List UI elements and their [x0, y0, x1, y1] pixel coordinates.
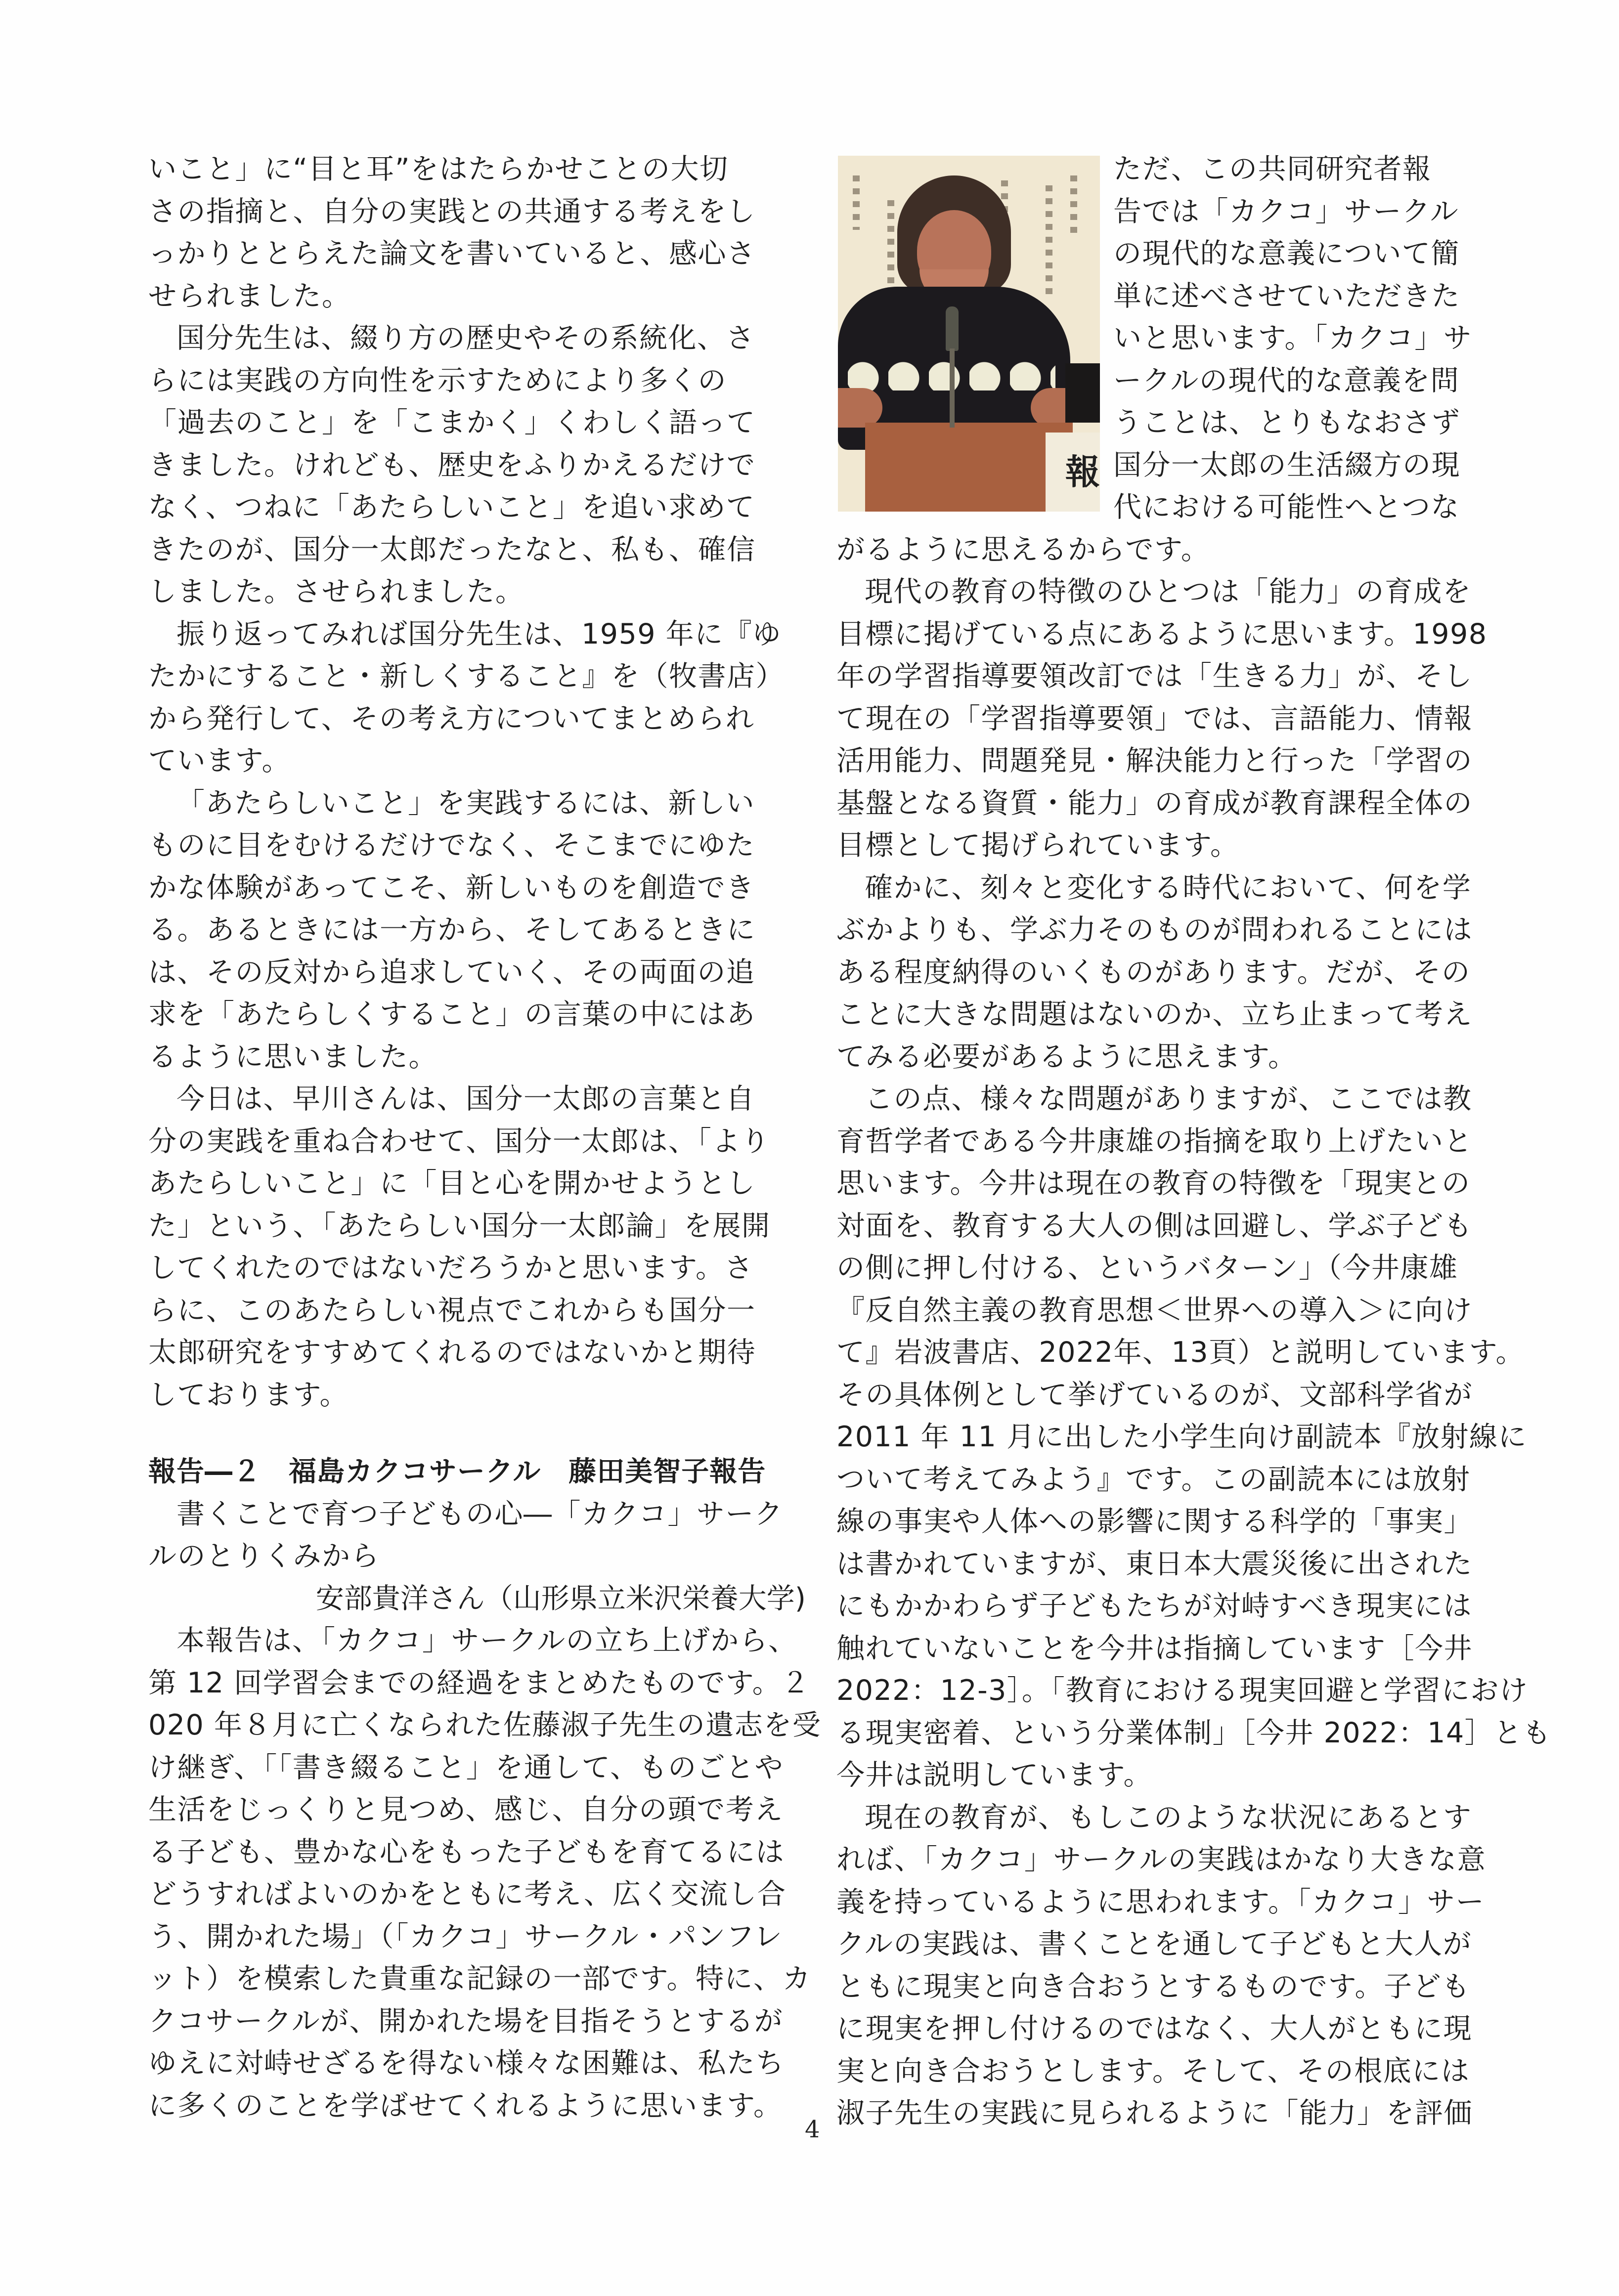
text-line: 分の実践を重ね合わせて、国分一太郎は、「より: [148, 1125, 770, 1158]
text-line: にもかかわらず子どもたちが対峙すべき現実には: [836, 1590, 1472, 1622]
text-line: 年の学習指導要領改訂では「生きる力」が、そし: [836, 660, 1473, 693]
text-line: この点、様々な問題がありますが、ここでは教: [865, 1083, 1472, 1115]
text-line: 基盤となる資質・能力」の育成が教育課程全体の: [836, 786, 1473, 820]
text-line: 『反自然主義の教育思想＜世界への導入＞に向け: [836, 1294, 1473, 1327]
text-line: の側に押し付ける、というバターン」（今井康雄: [836, 1252, 1458, 1284]
text-line: た」という、「あたらしい国分一太郎論」を展開: [148, 1209, 771, 1242]
text-line: さの指摘と、自分の実践との共通する考えをし: [148, 195, 756, 228]
text-line: どうすればよいのかをともに考え、広く交流し合: [148, 1878, 787, 1910]
text-line: る子ども、豊かな心をもった子どもを育てるには: [148, 1835, 785, 1868]
text-line: 本報告は、「カクコ」サークルの立ち上げから、: [176, 1624, 797, 1657]
text-line: らに、このあたらしい視点でこれからも国分一: [148, 1294, 756, 1327]
text-line: 書くことで育つ子どもの心―「カクコ」サーク: [176, 1497, 784, 1530]
text-line: 第 12 回学習会までの経過をまとめたものです。２: [148, 1666, 810, 1699]
text-line: 線の事実や人体への影響に関する科学的「事実」: [836, 1505, 1473, 1538]
report-subtitle: [148, 1493, 811, 1578]
text-line: 今井は説明しています。: [836, 1759, 1152, 1791]
text-line: いと思います。「カクコ」サ: [1113, 322, 1473, 354]
paragraph-left-5: [148, 1078, 811, 1416]
text-line: あたらしいこと」に「目と心を開かせようとし: [148, 1167, 756, 1200]
text-line: かな体験があってこそ、新しいものを創造でき: [148, 871, 755, 904]
paragraph-right-5: [836, 1797, 1487, 2135]
text-line: の現代的な意義について簡: [1113, 237, 1460, 270]
paragraph-left-6: [148, 1620, 822, 2127]
text-line: 触れていないことを今井は指摘しています［今井: [836, 1632, 1473, 1665]
text-line: るように思いました。: [148, 1040, 438, 1073]
text-line: ット）を模索した貴重な記録の一部です。特に、カ: [148, 1962, 811, 1995]
text-line: 淑子先生の実践に見られるように「能力」を評価: [836, 2097, 1473, 2129]
text-line: は、その反対から追求していく、その両面の追: [148, 955, 755, 989]
text-line: 目標として掲げられています。: [836, 829, 1239, 862]
text-line: いこと」に“目と耳”をはたらかせことの大切: [148, 153, 729, 185]
text-line: 「あたらしいこと」を実践するには、新しい: [176, 786, 755, 820]
text-line: 目標に掲げている点にあるように思います。1998: [836, 617, 1488, 650]
text-line: 振り返ってみれば国分先生は、1959 年に『ゆ: [176, 617, 782, 650]
paragraph-left-3: [148, 613, 811, 782]
podium-sign: 報: [1046, 433, 1100, 512]
text-line: ています。: [148, 744, 291, 777]
text-line: る現実密着、という分業体制」［今井 2022：14］とも: [836, 1716, 1552, 1749]
text-line: てみる必要があるように思えます。: [836, 1040, 1297, 1073]
text-line: 単に述べさせていただきた: [1113, 279, 1460, 312]
text-line: きました。けれども、歴史をふりかえるだけで: [148, 448, 756, 481]
text-line: しました。させられました。: [148, 575, 525, 608]
text-line: れば、「カクコ」サークルの実践はかなり大きな意: [836, 1843, 1487, 1876]
text-line: たかにすること・新しくすること』を（牧書店）: [148, 660, 785, 693]
text-line: きたのが、国分一太郎だったなと、私も、確信: [148, 533, 756, 566]
text-line: ある程度納得のいくものがあります。だが、その: [836, 955, 1471, 989]
text-line: 太郎研究をすすめてくれるのではないかと期待: [148, 1336, 756, 1369]
text-line: 生活をじっくりと見つめ、感じ、自分の頭で考え: [148, 1793, 784, 1826]
text-line: に多くのことを学ばせてくれるように思います。: [148, 2089, 783, 2122]
text-line: ただ、この共同研究者報: [1113, 153, 1432, 185]
text-line: ぶかよりも、学ぶ力そのものが問われることには: [836, 913, 1473, 946]
text-line: 現在の教育が、もしこのような状況にあるとす: [865, 1801, 1472, 1834]
text-line: て』岩波書店、2022年、13頁）と説明しています。: [836, 1336, 1525, 1369]
text-line: ークルの現代的な意義を問: [1113, 364, 1460, 397]
paragraph-left-1: [148, 148, 811, 317]
text-line: 代における可能性へとつな: [1113, 491, 1460, 523]
text-line: 対面を、教育する大人の側は回避し、学ぶ子ども: [836, 1209, 1473, 1242]
text-line: 告では「カクコ」サークル: [1113, 195, 1459, 228]
commentator-name: 安部貴洋さん（山形県立米沢栄養大学): [315, 1582, 806, 1615]
left-column: [148, 148, 822, 2127]
text-line: は書かれていますが、東日本大震災後に出された: [836, 1547, 1473, 1580]
text-line: らには実践の方向性を示すためにより多くの: [148, 364, 727, 397]
paragraph-right-2: [836, 571, 1488, 867]
paragraph-left-4: [148, 782, 811, 1079]
section-heading: [148, 1451, 811, 1493]
text-line: がるように思えるからです。: [836, 533, 1210, 566]
text-line: 義を持っているように思われます。「カクコ」サー: [836, 1885, 1485, 1918]
text-line: 確かに、刻々と変化する時代において、何を学: [865, 871, 1472, 904]
text-line: 2011 年 11 月に出した小学生向け副読本『放射線に: [836, 1421, 1527, 1453]
text-line: 今日は、早川さんは、国分一太郎の言葉と自: [176, 1083, 755, 1115]
text-line: る。あるときには一方から、そしてあるときに: [148, 913, 756, 946]
text-line: 2022：12-3］。「教育における現実回避と学習におけ: [836, 1674, 1529, 1707]
text-line: なく、つねに「あたらしいこと」を追い求めて: [148, 491, 755, 523]
text-line: ルのとりくみから: [148, 1540, 380, 1572]
text-line: から発行して、その考え方についてまとめられ: [148, 702, 755, 735]
text-line: クルの実践は、書くことを通して子どもと大人が: [836, 1928, 1472, 1960]
text-line: ゆえに対峙せざるを得ない様々な困難は、私たち: [148, 2047, 785, 2079]
text-line: 現代の教育の特徴のひとつは「能力」の育成を: [865, 575, 1472, 608]
text-line: っかりととらえた論文を書いていると、感心さ: [148, 237, 756, 270]
section-label: 報告―２: [148, 1456, 261, 1488]
text-line: 活用能力、問題発見・解決能力と行った「学習の: [836, 744, 1473, 777]
paragraph-left-2: [148, 317, 811, 613]
text-line: 020 年８月に亡くなられた佐藤淑子先生の遺志を受: [148, 1709, 822, 1741]
text-line: ともに現実と向き合おうとするものです。子ども: [836, 1970, 1471, 2003]
text-line: 求を「あたらしくすること」の言葉の中にはあ: [148, 998, 756, 1031]
text-line: しております。: [148, 1378, 349, 1411]
text-line: 国分一太郎の生活綴方の現: [1113, 448, 1460, 481]
text-line: うことは、とりもなおさず: [1113, 406, 1460, 439]
photo-spacer: [836, 148, 1113, 521]
text-line: け継ぎ、「「書き綴ること」を通して、ものごとや: [148, 1751, 784, 1784]
right-column: [836, 148, 1552, 2135]
text-line: 国分先生は、綴り方の歴史やその系統化、さ: [176, 322, 755, 354]
text-line: してくれたのではないだろうかと思います。さ: [148, 1252, 753, 1284]
text-line: 実と向き合おうとします。そして、その根底には: [836, 2054, 1470, 2087]
text-line: クコサークルが、開かれた場を目指そうとするが: [148, 2004, 784, 2037]
section-circle-name: 福島カクコサークル: [289, 1456, 541, 1488]
text-line: その具体例として挙げているのが、文部科学省が: [836, 1378, 1473, 1411]
text-line: 思います。今井は現在の教育の特徴を「現実との: [836, 1167, 1471, 1200]
section-reporter: 藤田美智子報告: [569, 1456, 766, 1488]
text-line: に現実を押し付けるのではなく、大人がともに現: [836, 2012, 1472, 2045]
text-line: 「過去のこと」を「こまかく」くわしく語って: [148, 406, 756, 439]
paragraph-right-4: [836, 1078, 1552, 1797]
text-line: う、開かれた場」（「カクコ」サークル・パンフレ: [148, 1920, 783, 1953]
page-number: 4: [805, 2116, 820, 2143]
text-line: 育哲学者である今井康雄の指摘を取り上げたいと: [836, 1125, 1473, 1158]
text-line: せられました。: [148, 279, 351, 312]
text-line: ものに目をむけるだけでなく、そこまでにゆた: [148, 829, 755, 862]
paragraph-right-3: [836, 867, 1479, 1079]
text-line: ことに大きな問題はないのか、立ち止まって考え: [836, 998, 1473, 1031]
text-line: ついて考えてみよう』です。この副読本には放射: [836, 1463, 1471, 1496]
text-line: て現在の「学習指導要領」では、言語能力、情報: [836, 702, 1473, 735]
